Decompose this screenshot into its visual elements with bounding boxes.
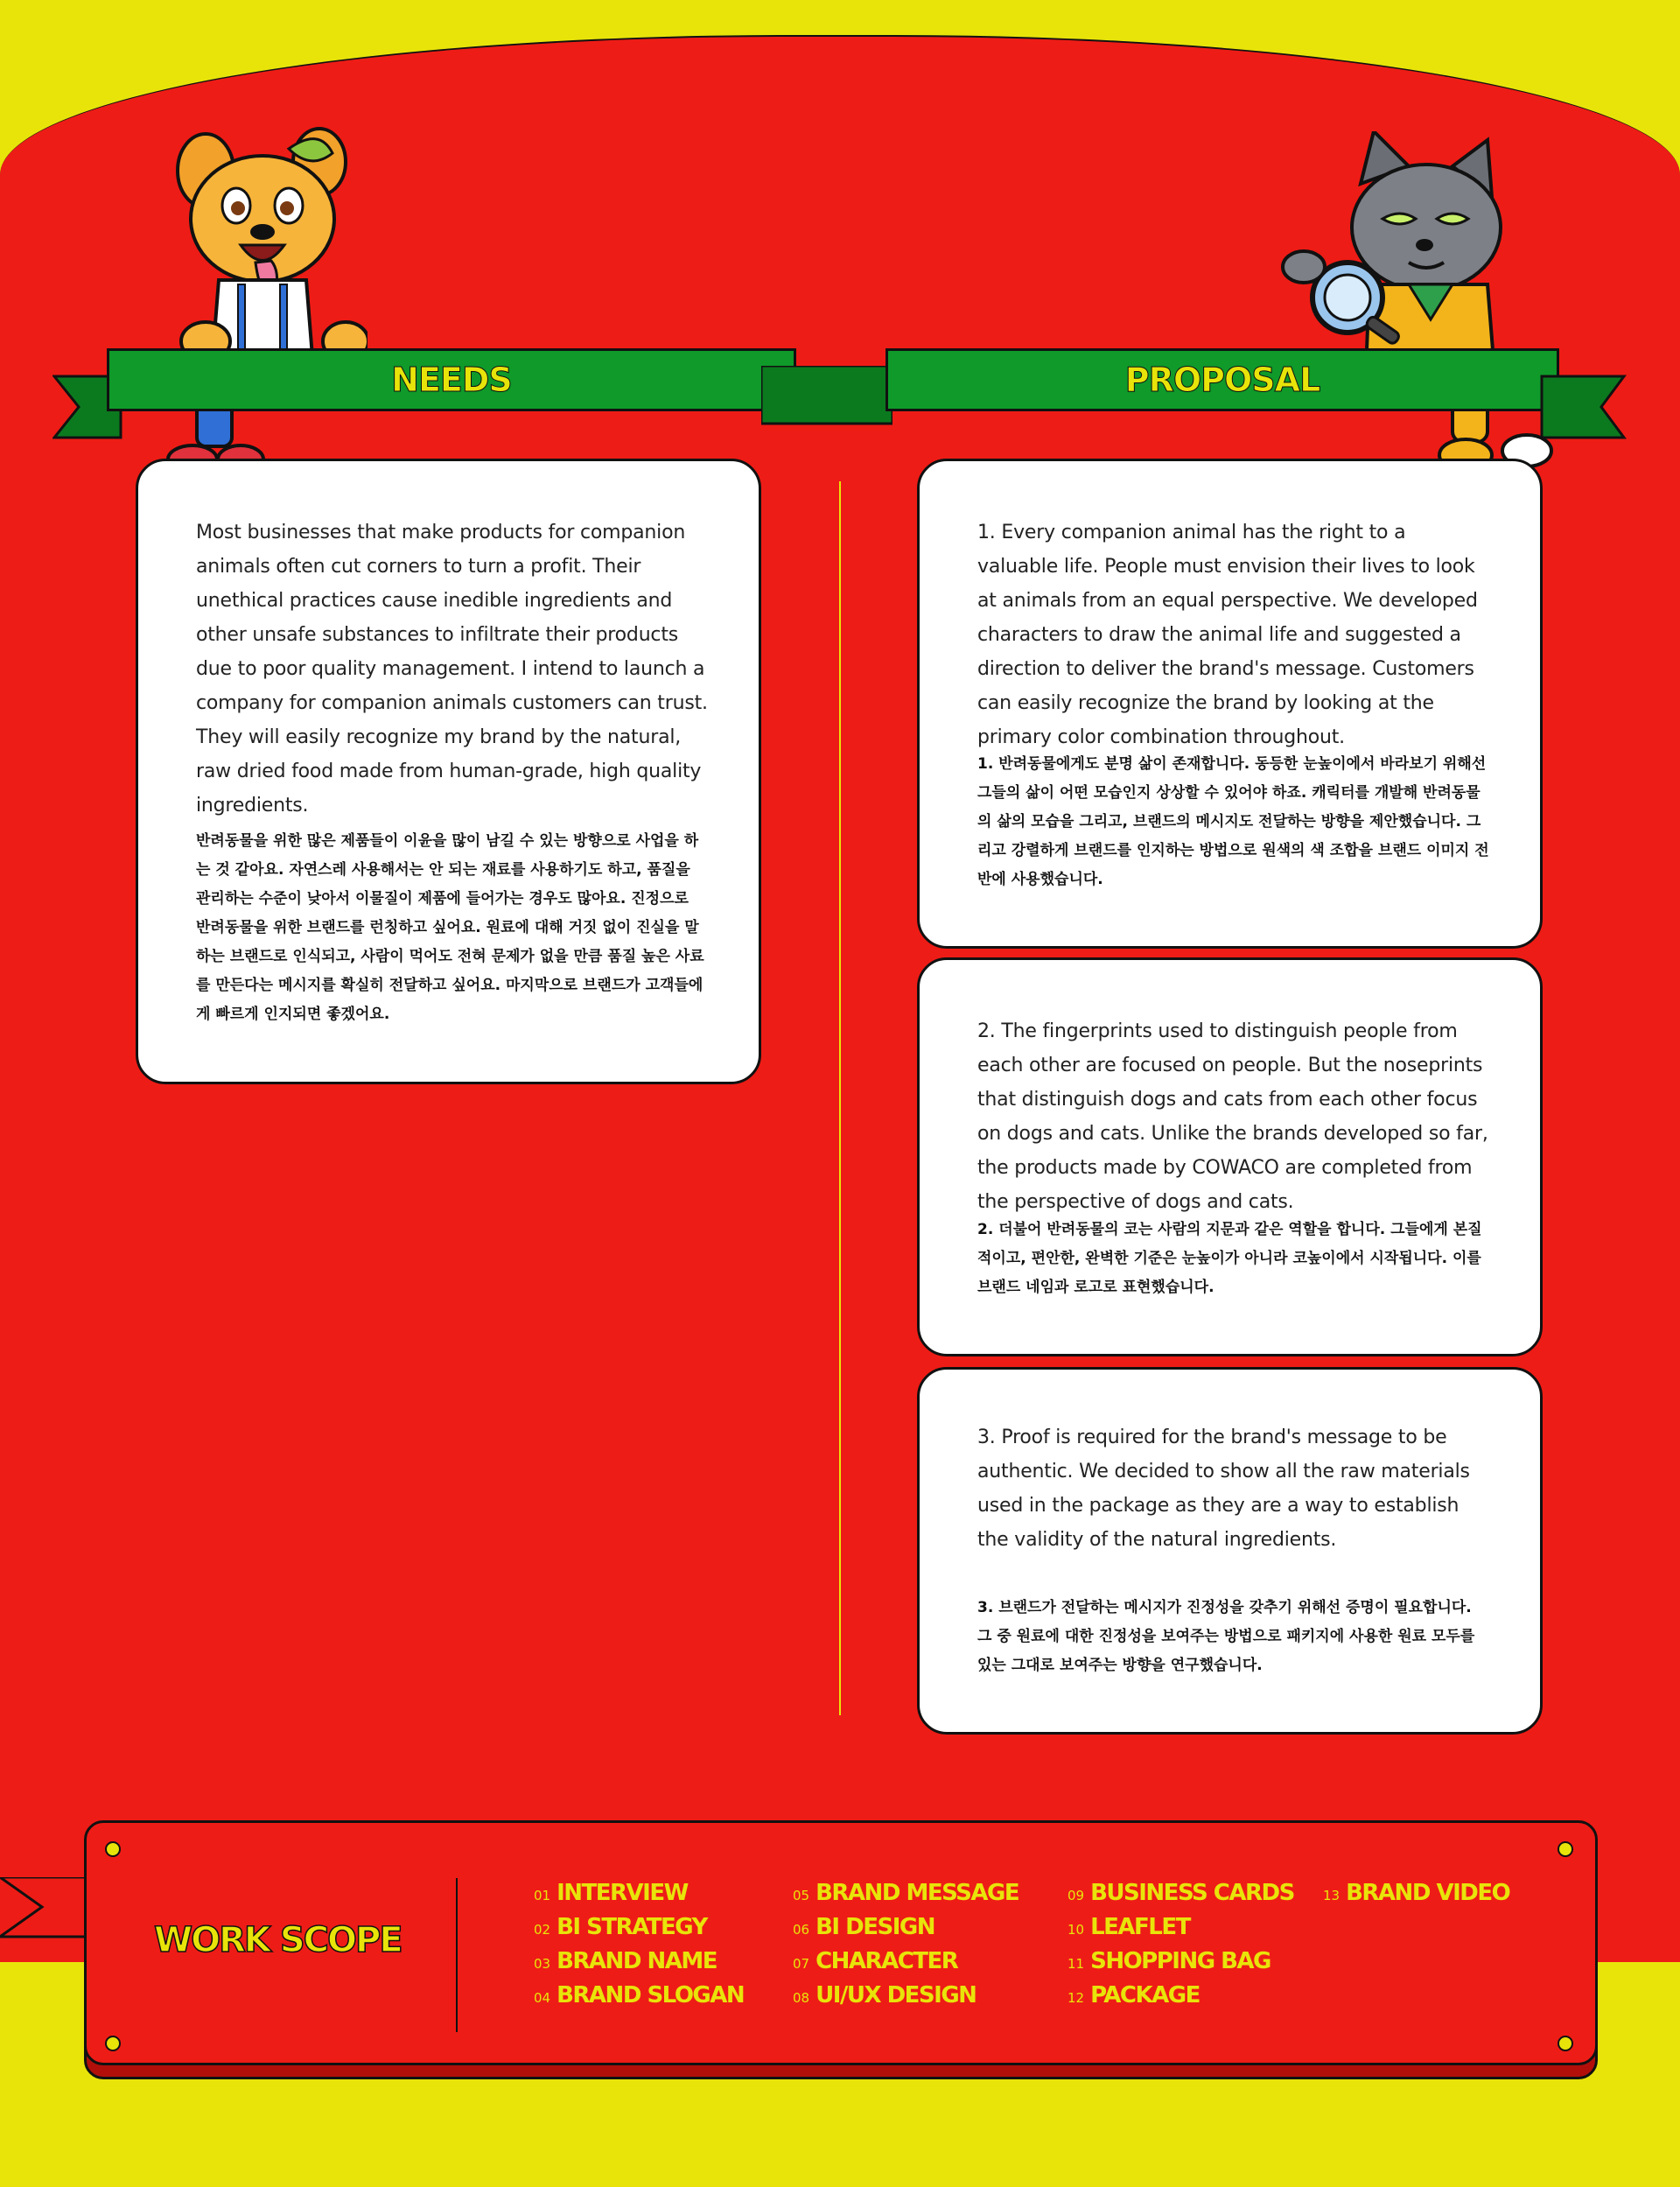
- rivet: [1558, 2036, 1573, 2051]
- item-number: 07: [793, 1956, 810, 1972]
- item-number: 11: [1068, 1956, 1085, 1972]
- workscope-column-3: [1068, 1880, 1294, 2016]
- item-number: 10: [1068, 1922, 1085, 1938]
- item-label: SHOPPING BAG: [1090, 1948, 1270, 1974]
- proposal-2-text-ko: 2. 더불어 반려동물의 코는 사람의 지문과 같은 역할을 합니다. 그들에게 본질적이고, 편안한, 완벽한 기준은 눈높이가 아니라 코높이에서 시작됩니다. 이를 브랜드 네임과 로고로 표현했습니다.: [977, 1221, 1482, 1296]
- workscope-item: [1323, 1880, 1509, 1914]
- rivet: [105, 2036, 121, 2051]
- proposal-banner: [886, 348, 1559, 411]
- workscope-item: [534, 1982, 744, 2016]
- banner-center-fold: [761, 366, 892, 427]
- needs-text-en: Most businesses that make products for companion animals often cut corners to turn a profit. Their unethical practices cause inedible ingredients and other unsafe substances to infiltrate their products due to poor quality management. I intend to launch a company for companion animals customers can trust. They will easily recognize my brand by the natural, raw dried food made from human-grade, high quality ingredients.: [196, 522, 708, 817]
- item-number: 04: [534, 1990, 551, 2006]
- item-number: 08: [793, 1990, 810, 2006]
- proposal-title: PROPOSAL: [1124, 361, 1320, 399]
- proposal-1-text-en: 1. Every companion animal has the right to a valuable life. People must envision their lives to look at animals from an equal perspective. We developed characters to draw the animal life and suggested a direction to deliver the brand's message. Customers can easily recognize the brand by looking at the primary color combination throughout.: [977, 522, 1478, 748]
- item-number: 01: [534, 1888, 551, 1903]
- workscope-side-ribbon: [0, 1877, 88, 1938]
- item-number: 12: [1068, 1990, 1085, 2006]
- item-label: BI DESIGN: [816, 1914, 934, 1940]
- workscope-column-1: [534, 1880, 744, 2016]
- needs-card: [136, 459, 761, 1084]
- workscope-item: [793, 1982, 1018, 2016]
- workscope-item: [1068, 1982, 1294, 2016]
- workscope-item: [793, 1948, 1018, 1982]
- column-divider: [839, 481, 841, 1715]
- workscope-item: [793, 1880, 1018, 1914]
- item-label: UI/UX DESIGN: [816, 1982, 976, 2008]
- item-number: 06: [793, 1922, 810, 1938]
- workscope-column-2: [793, 1880, 1018, 2016]
- item-number: 03: [534, 1956, 551, 1972]
- rivet: [105, 1841, 121, 1857]
- proposal-3-text-ko: 3. 브랜드가 전달하는 메시지가 진정성을 갖추기 위해선 증명이 필요합니다. 그 중 원료에 대한 진정성을 보여주는 방법으로 패키지에 사용한 원료 모두를 있는 그대로 보여주는 방향을 연구했습니다.: [977, 1599, 1475, 1674]
- proposal-card-2: [917, 957, 1543, 1356]
- item-label: PACKAGE: [1090, 1982, 1200, 2008]
- item-number: 02: [534, 1922, 551, 1938]
- cat-mascot-illustration: [1278, 131, 1558, 481]
- workscope-item: [534, 1914, 744, 1948]
- needs-title: NEEDS: [391, 361, 512, 399]
- item-label: BUSINESS CARDS: [1090, 1880, 1294, 1906]
- item-number: 13: [1323, 1888, 1340, 1903]
- proposal-3-text-en: 3. Proof is required for the brand's message to be authentic. We decided to show all the raw materials used in the package as they are a way to establish the validity of the natural ingredients.: [977, 1426, 1470, 1551]
- workscope-item: [793, 1914, 1018, 1948]
- proposal-banner-tail: [1540, 368, 1628, 455]
- workscope-item: [534, 1880, 744, 1914]
- item-number: 09: [1068, 1888, 1085, 1903]
- rivet: [1558, 1841, 1573, 1857]
- item-label: BRAND SLOGAN: [556, 1982, 745, 2008]
- proposal-2-text-en: 2. The fingerprints used to distinguish people from each other are focused on people. But the noseprints that distinguish dogs and cats from each other focus on dogs and cats. Unlike the brands developed so far, the products made by COWACO are completed from the perspective of dogs and cats.: [977, 1020, 1488, 1213]
- item-label: BRAND VIDEO: [1346, 1880, 1510, 1906]
- proposal-card-3: [917, 1367, 1543, 1735]
- workscope-divider: [456, 1878, 458, 2032]
- proposal-card-1: [917, 459, 1543, 949]
- workscope-item: [1068, 1914, 1294, 1948]
- item-label: INTERVIEW: [556, 1880, 688, 1906]
- needs-banner: [107, 348, 796, 411]
- item-label: BRAND NAME: [556, 1948, 717, 1974]
- item-number: 05: [793, 1888, 810, 1903]
- workscope-title: WORK SCOPE: [154, 1920, 402, 1960]
- item-label: CHARACTER: [816, 1948, 958, 1974]
- item-label: LEAFLET: [1090, 1914, 1190, 1940]
- workscope-item: [534, 1948, 744, 1982]
- workscope-item: [1068, 1880, 1294, 1914]
- workscope-item: [1068, 1948, 1294, 1982]
- workscope-column-4: [1323, 1880, 1509, 1914]
- needs-text-ko: 반려동물을 위한 많은 제품들이 이윤을 많이 남길 수 있는 방향으로 사업을 하는 것 같아요. 자연스레 사용해서는 안 되는 재료를 사용하기도 하고, 품질을 관리하는 수준이 낮아서 이물질이 제품에 들어가는 경우도 많아요. 진정으로 반려동물을 위한 브랜드를 런칭하고 싶어요. 원료에 대해 거짓 없이 진실을 말하는 브랜드로 인식되고, 사람이 먹어도 전혀 문제가 없을 만큼 품질 높은 사료를 만든다는 메시지를 확실히 전달하고 싶어요. 마지막으로 브랜드가 고객들에게 빠르게 인지되면 좋겠어요.: [196, 832, 704, 1023]
- proposal-1-text-ko: 1. 반려동물에게도 분명 삶이 존재합니다. 동등한 눈높이에서 바라보기 위해선 그들의 삶이 어떤 모습인지 상상할 수 있어야 하죠. 캐릭터를 개발해 반려동물의 삶의 모습을 그리고, 브랜드의 메시지도 전달하는 방향을 제안했습니다. 그리고 강렬하게 브랜드를 인지하는 방법으로 원색의 색 조합을 브랜드 이미지 전반에 사용했습니다.: [977, 755, 1489, 888]
- item-label: BRAND MESSAGE: [816, 1880, 1019, 1906]
- dog-mascot-illustration: [158, 123, 368, 490]
- item-label: BI STRATEGY: [556, 1914, 707, 1940]
